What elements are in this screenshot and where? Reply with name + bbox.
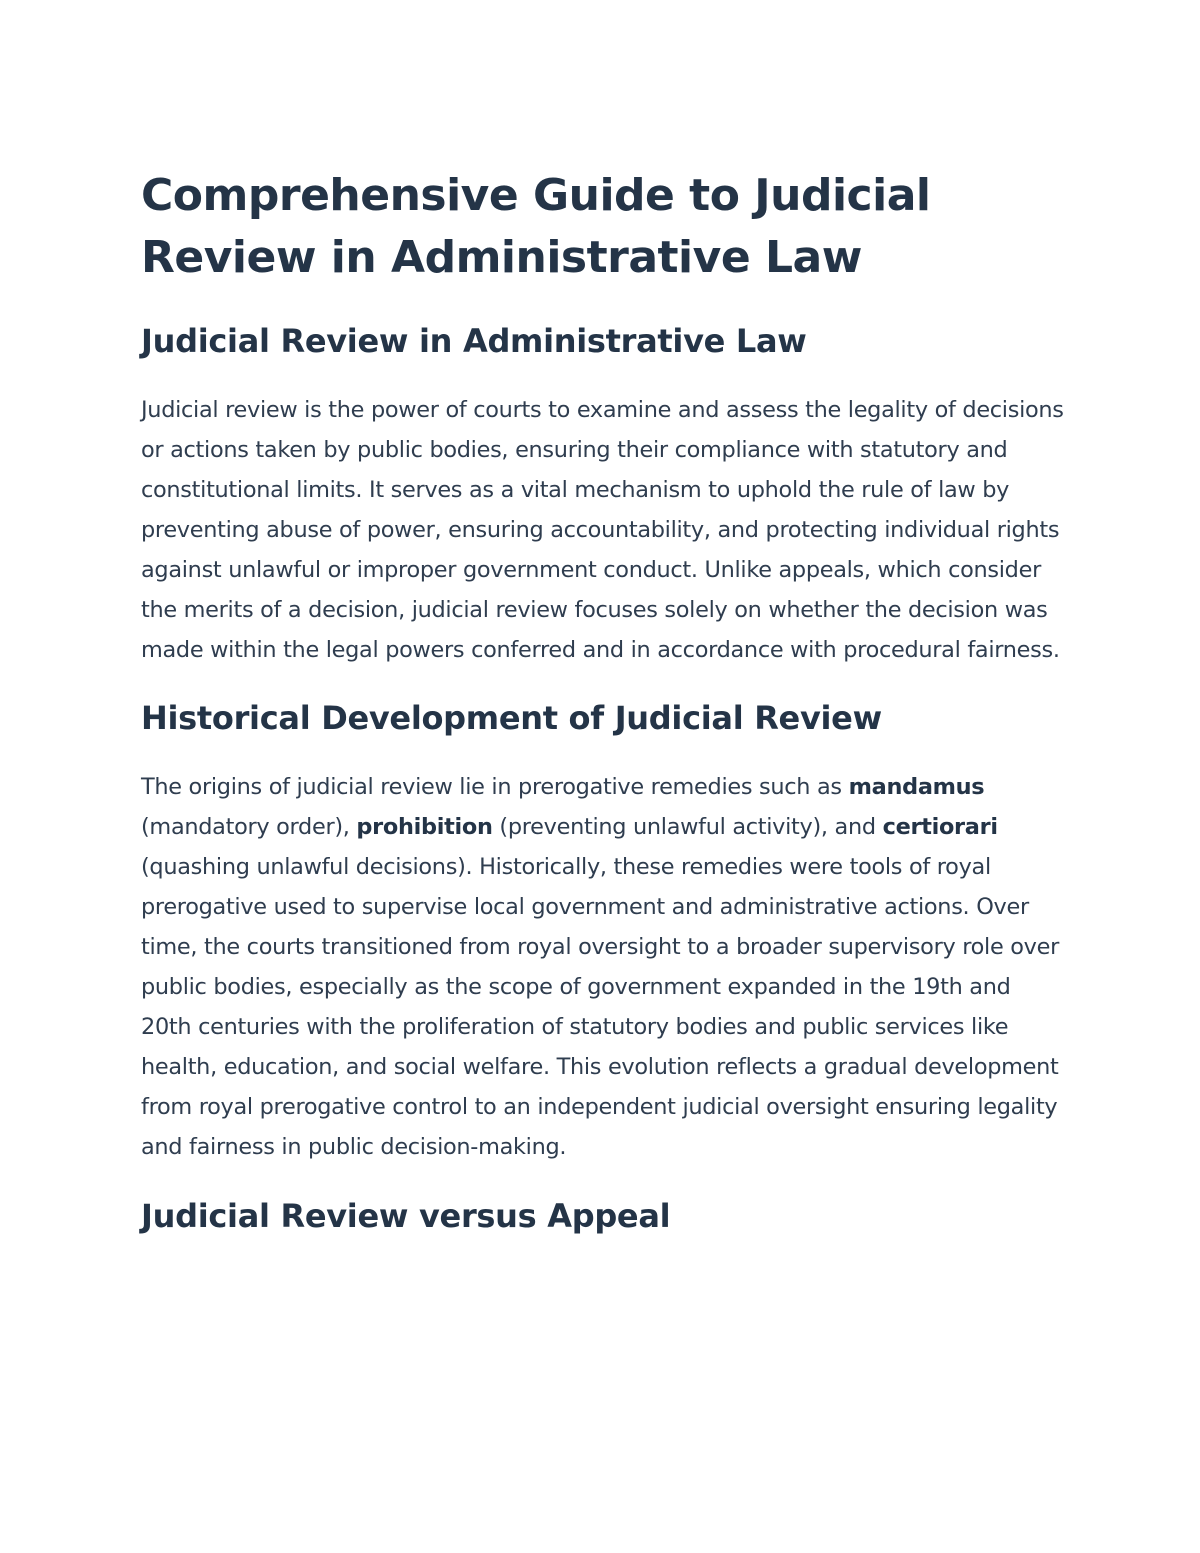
section-heading-judicial-review: Judicial Review in Administrative Law [141,322,807,360]
section-paragraph-judicial-review: Judicial review is the power of courts to examine and assess the legality of decisions or actions taken by public bodies, ensuring their compliance with statutory and constitutional limits. It serves as a vital mechanism to uphold the rule of law by preventing abuse of power, ensuring accountability, and protecting individual rights against unlawful or improper government conduct. Unlike appeals, which consider the merits of a decision, judicial review focuses solely on whether the decision was made within the legal powers conferred and in accordance with procedural fairness. [141,397,1064,663]
paragraph-text: (mandatory order), [141,814,357,840]
section-heading-review-vs-appeal: Judicial Review versus Appeal [141,1197,671,1235]
document-page [141,165,1066,1238]
section-paragraph-historical-development [141,767,1066,1167]
term-prohibition: prohibition [356,814,493,840]
paragraph-text: The origins of judicial review lie in prerogative remedies such as [141,774,849,800]
term-mandamus: mandamus [848,774,985,800]
paragraph-text: (quashing unlawful decisions). Historically, these remedies were tools of royal prerogative used to supervise local government and administrative actions. Over time, the courts transitioned from royal oversight to a broader supervisory role over public bodies, especially as the scope of government expanded in the 19th and 20th centuries with the proliferation of statutory bodies and public services like health, education, and social welfare. This evolution reflects a gradual development from royal prerogative control to an independent judicial oversight ensuring legality and fairness in public decision-making. [141,854,1060,1160]
section-heading-historical-development: Historical Development of Judicial Review [141,699,882,737]
paragraph-text: (preventing unlawful activity), and [492,814,883,840]
document-title: Comprehensive Guide to Judicial Review in Administrative Law [141,170,931,283]
term-certiorari: certiorari [882,814,998,840]
